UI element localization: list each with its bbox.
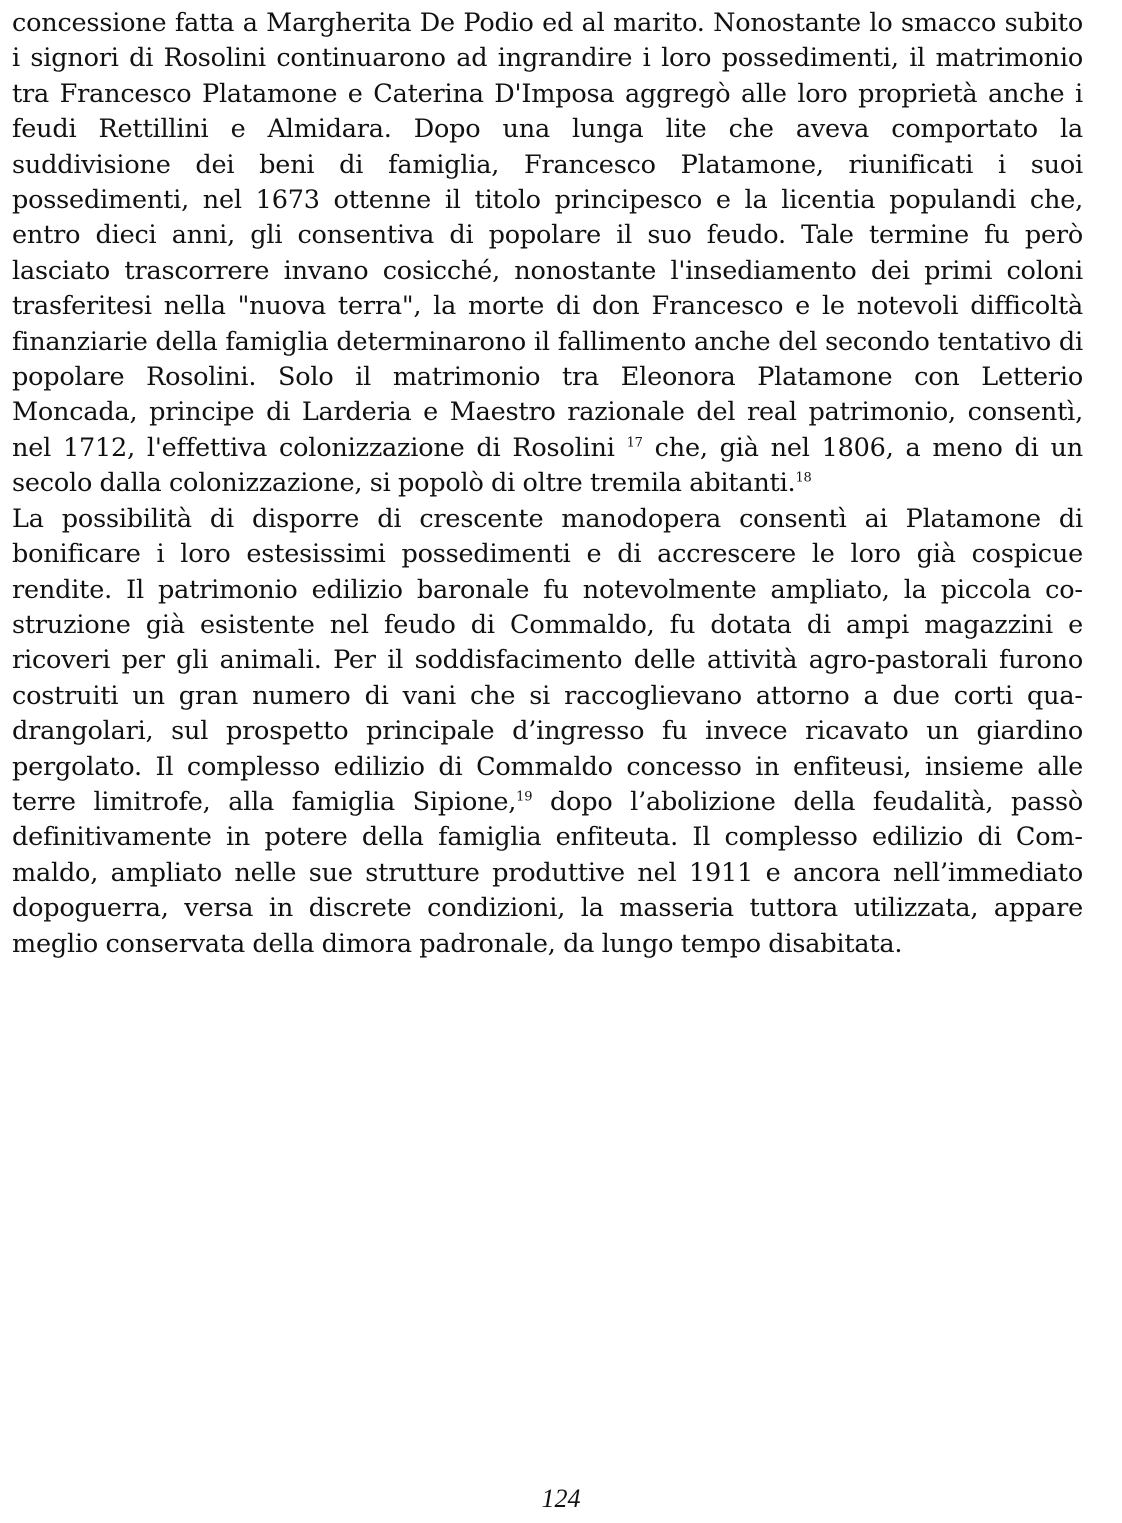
paragraph-1-text-b: che, già nel 1806, a meno di un secolo dalla colonizzazione, si popolò di oltre tremila abitanti. [12, 432, 1083, 499]
footnote-marker-17: 17 [626, 435, 643, 451]
footnote-marker-19: 19 [516, 789, 533, 805]
paragraph-1 [12, 6, 1083, 502]
paragraph-2-text-b: dopo l’abolizione della feudalità, passò definitivamente in potere della famiglia enfiteuta. Il complesso edilizio di Commaldo, ampliato nelle sue strutture produttive nel 1911 e ancora nell’immediato dopoguerra, versa in discrete condizioni, la masseria tuttora utilizzata, appare meglio conservata della dimora padronale, da lungo tempo disabitata. [12, 786, 1083, 959]
paragraph-1-text-a: concessione fatta a Margherita De Podio ed al marito. Nonostante lo smacco subito i signori di Rosolini continuarono ad ingrandire i loro possedimenti, il matrimonio tra Francesco Platamone e Caterina D'Imposa aggregò alle loro proprietà anche i feudi Rettillini e Almidara. Dopo una lunga lite che aveva comportato la suddivisione dei beni di famiglia, Francesco Platamone, riunificati i suoi possedimenti, nel 1673 ottenne il titolo principesco e la licentia populandi che, entro dieci anni, gli consentiva di popolare il suo feudo. Tale termine fu però lasciato trascorrere invano cosicché, nonostante l'insediamento dei primi coloni trasferitesi nella "nuova terra", la morte di don Francesco e le notevoli difficoltà finanziarie della famiglia determinarono il fallimento anche del secondo tentativo di popolare Rosolini. Solo il matrimonio tra Eleonora Platamone con Letterio Moncada, principe di Larderia e Maestro razionale del real patrimonio, consentì, nel 1712, l'effettiva colonizzazione di Rosolini [12, 8, 1083, 463]
paragraph-2-text-a: La possibilità di disporre di crescente manodopera consentì ai Platamone di bonificare i loro estesissimi possedimenti e di accrescere le loro già cospicue rendite. Il patrimonio edilizio baronale fu notevolmente ampliato, la piccola costruzione già esistente nel feudo di Commaldo, fu dotata di ampi magazzini e ricoveri per gli animali. Per il soddisfacimento delle attività agro-pastorali furono costruiti un gran numero di vani che si raccoglievano attorno a due corti quadrangolari, sul prospetto principale d’ingresso fu invece ricavato un giardino pergolato. Il complesso edilizio di Commaldo concesso in enfiteusi, insieme alle terre limitrofe, alla famiglia Sipione, [12, 503, 1083, 817]
body-text [12, 6, 1083, 962]
footnote-marker-18: 18 [795, 470, 812, 486]
page-number: 124 [541, 1484, 581, 1513]
paragraph-2 [12, 502, 1083, 962]
